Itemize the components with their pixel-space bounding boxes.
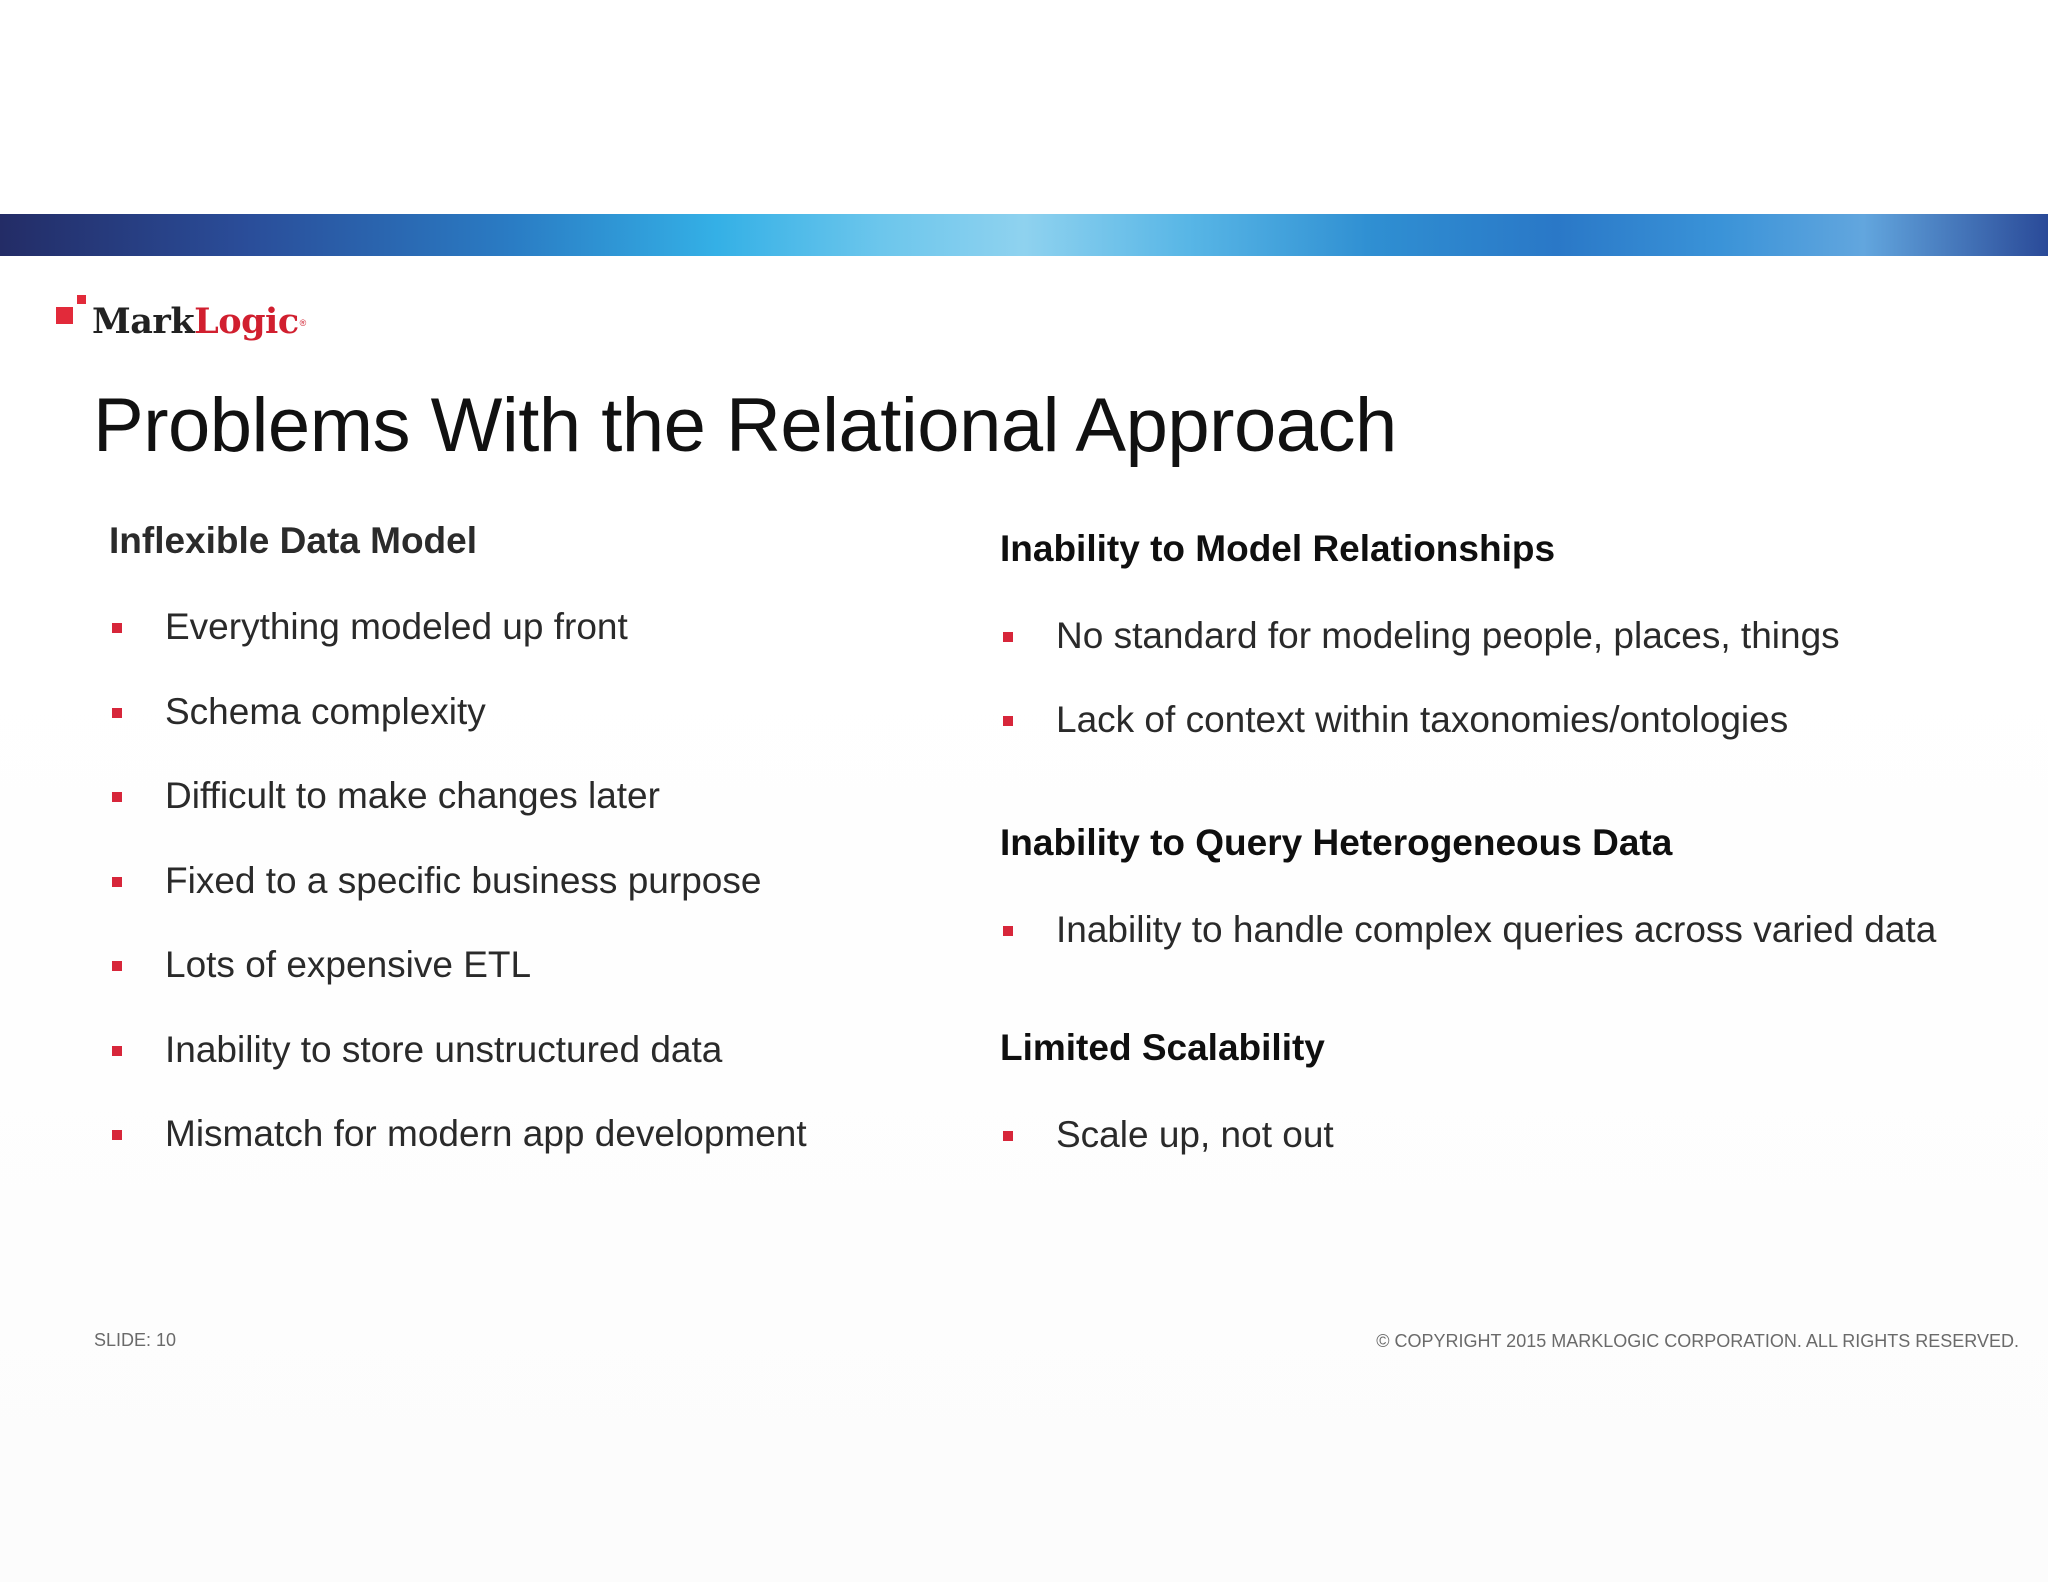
list-item-text: Schema complexity — [165, 691, 486, 732]
bullet-square-icon — [112, 1130, 122, 1140]
list-item-text: Mismatch for modern app development — [165, 1113, 807, 1154]
right-section-heading: Inability to Model Relationships — [1000, 528, 1556, 569]
list-item — [165, 1031, 722, 1068]
bullet-square-icon — [1003, 716, 1013, 726]
list-item-text: Lots of expensive ETL — [165, 944, 532, 985]
right-section-heading: Limited Scalability — [1000, 1027, 1325, 1068]
bullet-square-icon — [112, 961, 122, 971]
list-item — [1056, 1116, 1334, 1153]
header-gradient-banner — [0, 214, 2048, 256]
list-item — [165, 1115, 807, 1152]
bullet-square-icon — [112, 877, 122, 887]
copyright-notice: © COPYRIGHT 2015 MARKLOGIC CORPORATION. ALL RIGHTS RESERVED. — [1376, 1331, 2019, 1351]
list-item — [1056, 701, 1788, 738]
list-item-text: Lack of context within taxonomies/ontologies — [1056, 699, 1789, 740]
list-item-text: Scale up, not out — [1056, 1114, 1334, 1155]
list-item-text: Inability to handle complex queries across varied data — [1056, 909, 1937, 950]
marklogic-logo — [56, 292, 306, 352]
list-item — [165, 946, 531, 983]
list-item — [165, 777, 660, 814]
bullet-square-icon — [112, 792, 122, 802]
bullet-square-icon — [112, 708, 122, 718]
list-item — [165, 608, 628, 645]
logo-wordmark: MarkLogic — [92, 301, 299, 342]
list-item — [1056, 617, 1840, 654]
bullet-square-icon — [112, 1046, 122, 1056]
list-item — [1056, 911, 1936, 948]
bullet-square-icon — [1003, 1131, 1013, 1141]
list-item — [165, 862, 761, 899]
list-item-text: Everything modeled up front — [165, 606, 628, 647]
bullet-square-icon — [1003, 926, 1013, 936]
bullet-square-icon — [1003, 632, 1013, 642]
logo-squares-icon — [56, 292, 92, 332]
slide-number: SLIDE: 10 — [94, 1330, 177, 1350]
right-section-heading: Inability to Query Heterogeneous Data — [1000, 822, 1673, 863]
logo-registered-mark: ® — [299, 318, 307, 328]
left-column-heading: Inflexible Data Model — [109, 520, 478, 561]
slide-title: Problems With the Relational Approach — [93, 383, 1397, 468]
list-item-text: No standard for modeling people, places, things — [1056, 615, 1840, 656]
list-item-text: Fixed to a specific business purpose — [165, 860, 762, 901]
list-item — [165, 693, 486, 730]
list-item-text: Inability to store unstructured data — [165, 1029, 723, 1070]
list-item-text: Difficult to make changes later — [165, 775, 660, 816]
bullet-square-icon — [112, 623, 122, 633]
